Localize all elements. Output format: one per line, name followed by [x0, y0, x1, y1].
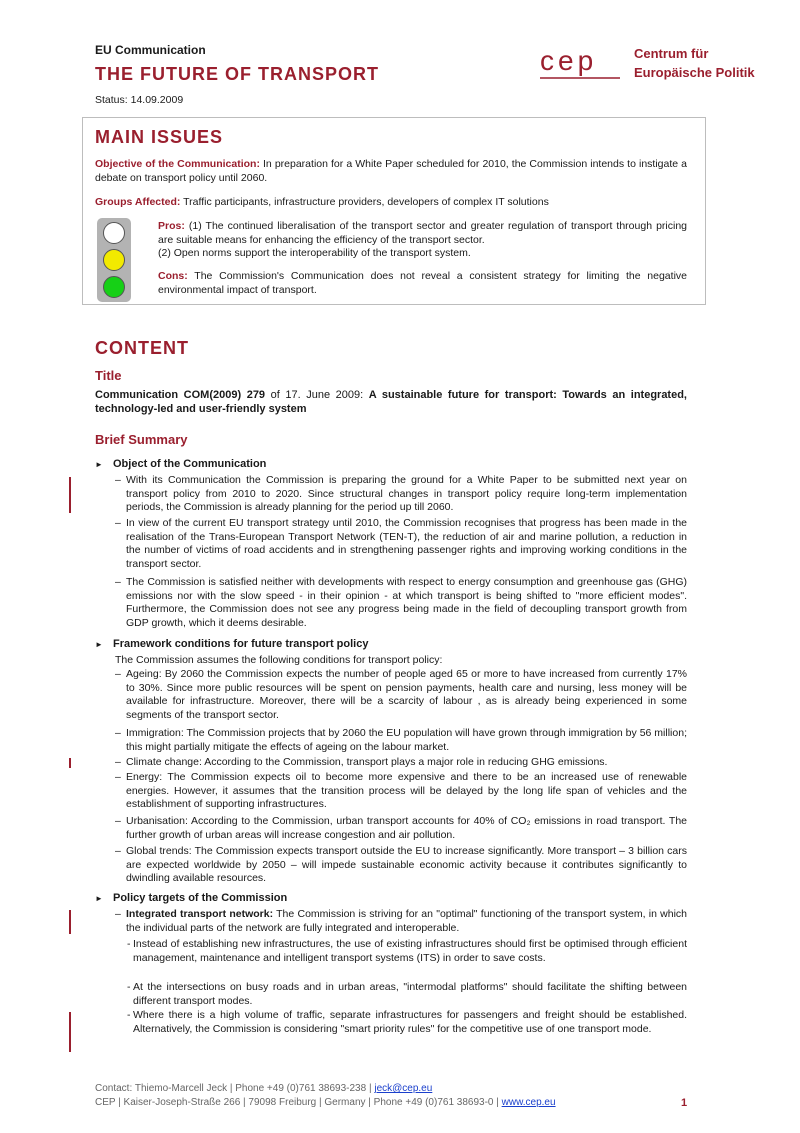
sub-list-item-text: Instead of establishing new infrastructures, the use of existing infrastructures should first be optimised through efficient management, maintenance and intelligent transport systems (ITS) in order to save costs.	[133, 938, 687, 964]
objective-paragraph	[95, 158, 687, 185]
list-item: – In view of the current EU transport strategy until 2010, the Commission recognises that progress has been made in the realisation of the Trans-European Transport Network (TEN-T), the reduction of air and marine pollution, a reduction in the number of victims of road accidents and in strengthening passenger rights and improving working conditions in the transport sector.	[115, 517, 687, 570]
list-item-text: Climate change: According to the Commission, transport plays a major role in reducing GHG emissions.	[126, 756, 608, 768]
margin-change-bar	[69, 758, 71, 768]
section-heading-framework	[95, 638, 368, 650]
cons-paragraph	[158, 270, 687, 297]
content-heading: CONTENT	[95, 338, 189, 358]
list-item-text: In view of the current EU transport strategy until 2010, the Commission recognises that progress has been made in the realisation of the Trans-European Transport Network (TEN-T), the reduction of air and marine pollution, a reduction in the number of victims of road accidents and in strengthening passenger rights and improving working conditions in the transport sector.	[126, 517, 687, 570]
footer-contact	[95, 1083, 432, 1094]
title-text	[95, 388, 687, 416]
groups-text: Traffic participants, infrastructure providers, developers of complex IT solutions	[180, 196, 549, 208]
pros-label: Pros:	[158, 220, 185, 232]
list-item-text: The Commission is striving for an "optimal" functioning of the transport system, in which the individual parts of the network are fully integrated and interoperable.	[126, 908, 687, 934]
footer-contact-text: Contact: Thiemo-Marcell Jeck | Phone +49 (0)761 38693-238 |	[95, 1083, 375, 1094]
title-heading: Title	[95, 368, 122, 383]
pros-paragraph	[158, 220, 687, 261]
list-item: – With its Communication the Commission is preparing the ground for a White Paper to be submitted next year on transport policy from 2010 to 2020. Since structural changes in transport policy require long-term implementation periods, the Commission is already planning for the period up till 2060.	[115, 474, 687, 513]
bullet-arrow-icon: ►	[95, 894, 103, 903]
list-item-text: Ageing: By 2060 the Commission expects the number of people aged 65 or more to have increased from currently 17% to 30%. Since more public resources will be spent on pension payments, health care and nursing, less money will be available for infrastructure. Moreover, there will be a scarcity of labour , as is already being experienced in some segments of the transport sector.	[126, 668, 687, 721]
margin-change-bar	[69, 910, 71, 934]
section-heading-text: Framework conditions for future transport policy	[113, 638, 369, 650]
margin-change-bar	[69, 477, 71, 513]
sub-list-item: - At the intersections on busy roads and in urban areas, "intermodal platforms" should facilitate the shifting between different transport modes.	[127, 981, 687, 1007]
objective-label: Objective of the Communication:	[95, 158, 260, 170]
section-intro: The Commission assumes the following conditions for transport policy:	[115, 654, 443, 666]
list-item-text: Urbanisation: According to the Commission, urban transport accounts for 40% of CO₂ emissions in road transport. The further growth of urban areas will increase congestion and air pollution.	[126, 815, 687, 841]
groups-paragraph	[95, 196, 687, 210]
list-item: – The Commission is satisfied neither with developments with respect to energy consumption and greenhouse gas (GHG) emissions nor with the slow speed - in their opinion - at which transport is being shifted to "more efficient modes". Furthermore, the Commission does not see any progress being made in the field of decoupling transport growth from GDP growth, which it deems desirable.	[115, 576, 687, 629]
logo-line-1: Centrum für	[634, 46, 709, 61]
list-item: – Integrated transport network: The Commission is striving for an "optimal" functioning of the transport system, in which the individual parts of the network are fully integrated and interoperable.	[115, 908, 687, 934]
list-item: – Climate change: According to the Commission, transport plays a major role in reducing GHG emissions.	[115, 756, 608, 768]
sub-list-item: - Instead of establishing new infrastructures, the use of existing infrastructures should first be optimised through efficient management, maintenance and intelligent transport systems (ITS) in order to save costs.	[127, 938, 687, 964]
title-name: A sustainable future for transport: Towards an integrated, technology-led and user-friendly system	[95, 389, 687, 415]
list-item-text: Energy: The Commission expects oil to become more expensive and there to be an increased use of renewable energies. However, it assumes that the transition process will be delayed by the long life span of vehicles and the establishment of supporting infrastructures.	[126, 771, 687, 810]
logo-line-2: Europäische Politik	[634, 65, 755, 80]
objective-text: In preparation for a White Paper scheduled for 2010, the Commission intends to instigate a debate on transport policy until 2060.	[95, 158, 687, 184]
page-number: 1	[681, 1097, 688, 1109]
bullet-arrow-icon: ►	[95, 640, 103, 649]
title-date: of 17. June 2009:	[265, 389, 369, 401]
list-item: – Global trends: The Commission expects transport outside the EU to increase significantly. More transport – 3 billion cars are expected worldwide by 2050 – will impede sustainable economic activity because it contributes significantly to dwindling available resources.	[115, 845, 687, 884]
sub-list-item-text: Where there is a high volume of traffic, separate infrastructures for passengers and freight should be established. Alternatively, the Commission is considering "smart priority rules" for the competitive use of one transport mode.	[133, 1009, 687, 1035]
section-heading-text: Object of the Communication	[113, 458, 267, 470]
margin-change-bar	[69, 1012, 71, 1052]
list-item-text: Immigration: The Commission projects that by 2060 the EU population will have grown through immigration by 56 million; this might partially mitigate the effects of ageing on the labour market.	[126, 727, 687, 753]
groups-label: Groups Affected:	[95, 196, 181, 208]
traffic-light-yellow	[103, 249, 125, 271]
traffic-light-green	[103, 276, 125, 298]
sub-list-item-text: At the intersections on busy roads and in urban areas, "intermodal platforms" should facilitate the shifting between different transport modes.	[133, 981, 687, 1007]
title-reference: Communication COM(2009) 279	[95, 389, 266, 401]
document-status: Status: 14.09.2009	[95, 94, 184, 106]
summary-heading: Brief Summary	[95, 432, 188, 447]
bullet-arrow-icon: ►	[95, 460, 103, 469]
section-heading-text: Policy targets of the Commission	[113, 892, 288, 904]
pros-text-2: (2) Open norms support the interoperability of the transport system.	[158, 247, 471, 259]
list-item-text: The Commission is satisfied neither with developments with respect to energy consumption and greenhouse gas (GHG) emissions nor with the slow speed - in their opinion - at which transport is being shifted to "more efficient modes". Furthermore, the Commission does not see any progress being made in the field of decoupling transport growth from GDP growth, which it deems desirable.	[126, 576, 687, 629]
pros-text-1: (1) The continued liberalisation of the transport sector and greater regulation of transport through pricing are suitable means for enhancing the efficiency of the transport sector.	[158, 220, 687, 246]
network-label: Integrated transport network:	[126, 908, 274, 920]
list-item-text: With its Communication the Commission is preparing the ground for a White Paper to be submitted next year on transport policy from 2010 to 2020. Since structural changes in transport policy require long-term implementation periods, the Commission is already planning for the period up till 2060.	[126, 474, 687, 513]
main-issues-heading: MAIN ISSUES	[95, 127, 224, 147]
section-heading-policy	[95, 892, 287, 904]
traffic-light-icon	[97, 218, 131, 302]
list-item: – Energy: The Commission expects oil to become more expensive and there to be an increased use of renewable energies. However, it assumes that the transition process will be delayed by the long life span of vehicles and the establishment of supporting infrastructures.	[115, 771, 687, 810]
footer-address	[95, 1097, 556, 1108]
cons-label: Cons:	[158, 270, 188, 282]
document-title: THE FUTURE OF TRANSPORT	[95, 64, 379, 84]
website-link[interactable]: www.cep.eu	[501, 1097, 556, 1108]
traffic-light-top	[103, 222, 125, 244]
list-item-text: Global trends: The Commission expects transport outside the EU to increase significantly. More transport – 3 billion cars are expected worldwide by 2050 – will impede sustainable economic activity because it contributes significantly to dwindling available resources.	[126, 845, 687, 884]
logo-abbr: cep	[540, 45, 598, 76]
list-item: – Urbanisation: According to the Commission, urban transport accounts for 40% of CO₂ emissions in road transport. The further growth of urban areas will increase congestion and air pollution.	[115, 815, 687, 841]
cons-text: The Commission's Communication does not reveal a consistent strategy for limiting the negative environmental impact of transport.	[158, 270, 687, 296]
logo-text	[634, 44, 755, 82]
sub-list-item: - Where there is a high volume of traffic, separate infrastructures for passengers and freight should be established. Alternatively, the Commission is considering "smart priority rules" for the competitive use of one transport mode.	[127, 1009, 687, 1035]
list-item: – Ageing: By 2060 the Commission expects the number of people aged 65 or more to have increased from currently 17% to 30%. Since more public resources will be spent on pension payments, health care and nursing, less money will be available for infrastructure. Moreover, there will be a scarcity of labour , as is already being experienced in some segments of the transport sector.	[115, 668, 687, 721]
section-heading-object	[95, 458, 266, 470]
email-link[interactable]: jeck@cep.eu	[374, 1083, 433, 1094]
document-type: EU Communication	[95, 43, 206, 57]
footer-address-text: CEP | Kaiser-Joseph-Straße 266 | 79098 Freiburg | Germany | Phone +49 (0)761 38693-0 |	[95, 1097, 502, 1108]
list-item: – Immigration: The Commission projects that by 2060 the EU population will have grown through immigration by 56 million; this might partially mitigate the effects of ageing on the labour market.	[115, 727, 687, 753]
